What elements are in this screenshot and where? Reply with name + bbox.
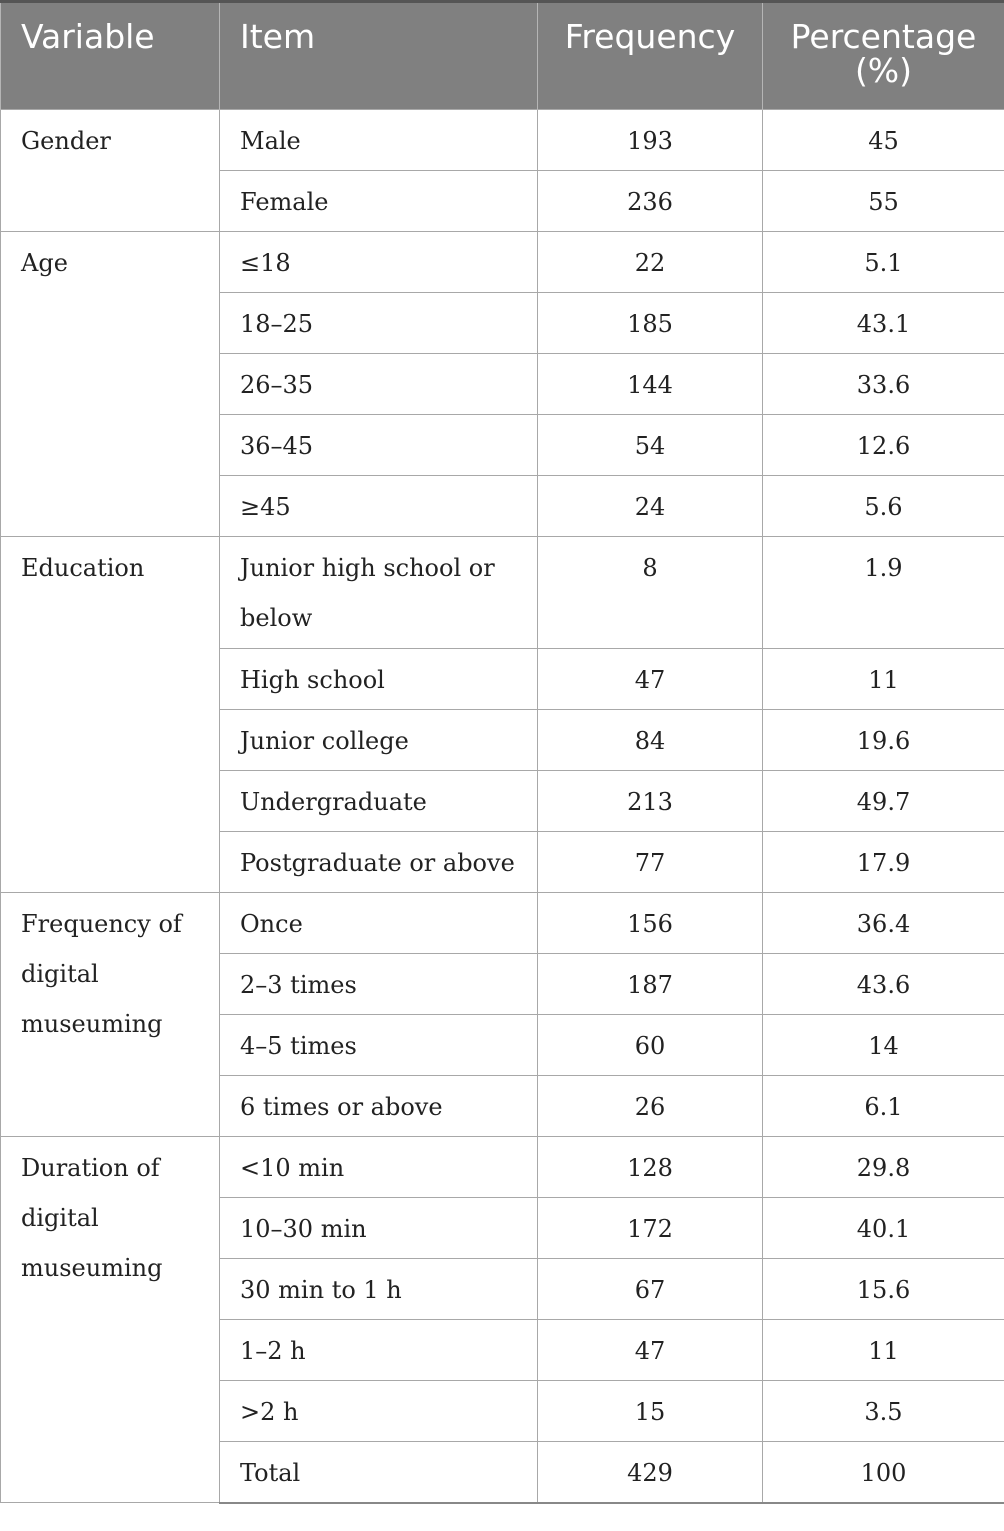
item-cell: Postgraduate or above <box>220 832 538 893</box>
percentage-cell: 15.6 <box>763 1259 1004 1320</box>
item-cell: 18–25 <box>220 293 538 354</box>
frequency-cell: 47 <box>538 1320 763 1381</box>
percentage-cell: 5.6 <box>763 476 1004 537</box>
frequency-cell: 77 <box>538 832 763 893</box>
item-cell: Junior college <box>220 710 538 771</box>
percentage-cell: 1.9 <box>763 537 1004 649</box>
percentage-cell: 29.8 <box>763 1137 1004 1198</box>
table-header <box>1 2 1004 110</box>
header-percentage-line2: (%) <box>854 51 913 90</box>
item-cell: 2–3 times <box>220 954 538 1015</box>
percentage-cell: 33.6 <box>763 354 1004 415</box>
variable-cell: Education <box>1 537 220 893</box>
item-cell: 6 times or above <box>220 1076 538 1137</box>
percentage-cell: 40.1 <box>763 1198 1004 1259</box>
table-row <box>1 232 1004 293</box>
percentage-cell: 36.4 <box>763 893 1004 954</box>
item-cell: Once <box>220 893 538 954</box>
percentage-cell: 14 <box>763 1015 1004 1076</box>
frequency-cell: 187 <box>538 954 763 1015</box>
percentage-cell: 19.6 <box>763 710 1004 771</box>
percentage-cell: 45 <box>763 110 1004 171</box>
table-body <box>1 110 1004 1503</box>
item-cell: Undergraduate <box>220 771 538 832</box>
item-cell: 36–45 <box>220 415 538 476</box>
item-cell: 10–30 min <box>220 1198 538 1259</box>
header-row <box>1 2 1004 110</box>
frequency-cell: 15 <box>538 1381 763 1442</box>
percentage-cell: 49.7 <box>763 771 1004 832</box>
percentage-cell: 17.9 <box>763 832 1004 893</box>
percentage-cell: 100 <box>763 1442 1004 1503</box>
percentage-cell: 55 <box>763 171 1004 232</box>
item-cell: Female <box>220 171 538 232</box>
variable-cell: Frequency of digital museuming <box>1 893 220 1137</box>
item-cell: ≤18 <box>220 232 538 293</box>
frequency-cell: 128 <box>538 1137 763 1198</box>
item-cell: 26–35 <box>220 354 538 415</box>
table-row <box>1 110 1004 171</box>
item-cell: 4–5 times <box>220 1015 538 1076</box>
item-cell: <10 min <box>220 1137 538 1198</box>
item-cell: Male <box>220 110 538 171</box>
variable-cell: Duration of digital museuming <box>1 1137 220 1503</box>
frequency-cell: 54 <box>538 415 763 476</box>
item-cell: Junior high school or below <box>220 537 538 649</box>
frequency-cell: 67 <box>538 1259 763 1320</box>
percentage-cell: 12.6 <box>763 415 1004 476</box>
table-row <box>1 1137 1004 1198</box>
percentage-cell: 11 <box>763 649 1004 710</box>
frequency-cell: 213 <box>538 771 763 832</box>
frequency-cell: 26 <box>538 1076 763 1137</box>
item-cell: Total <box>220 1442 538 1503</box>
variable-cell: Gender <box>1 110 220 232</box>
item-cell: 30 min to 1 h <box>220 1259 538 1320</box>
percentage-cell: 11 <box>763 1320 1004 1381</box>
percentage-cell: 43.1 <box>763 293 1004 354</box>
item-cell: High school <box>220 649 538 710</box>
header-frequency: Frequency <box>538 2 763 110</box>
variable-cell: Age <box>1 232 220 537</box>
item-cell: ≥45 <box>220 476 538 537</box>
frequency-cell: 236 <box>538 171 763 232</box>
header-percentage-line1: Percentage <box>790 17 977 56</box>
header-percentage <box>763 2 1004 110</box>
item-cell: >2 h <box>220 1381 538 1442</box>
header-variable: Variable <box>1 2 220 110</box>
frequency-cell: 429 <box>538 1442 763 1503</box>
table-row <box>1 537 1004 649</box>
frequency-cell: 193 <box>538 110 763 171</box>
frequency-cell: 84 <box>538 710 763 771</box>
frequency-cell: 8 <box>538 537 763 649</box>
frequency-cell: 22 <box>538 232 763 293</box>
percentage-cell: 43.6 <box>763 954 1004 1015</box>
percentage-cell: 5.1 <box>763 232 1004 293</box>
item-cell: 1–2 h <box>220 1320 538 1381</box>
frequency-cell: 172 <box>538 1198 763 1259</box>
frequency-cell: 24 <box>538 476 763 537</box>
frequency-cell: 47 <box>538 649 763 710</box>
frequency-cell: 185 <box>538 293 763 354</box>
percentage-cell: 3.5 <box>763 1381 1004 1442</box>
percentage-cell: 6.1 <box>763 1076 1004 1137</box>
frequency-cell: 156 <box>538 893 763 954</box>
frequency-cell: 144 <box>538 354 763 415</box>
header-item: Item <box>220 2 538 110</box>
table-row <box>1 893 1004 954</box>
frequency-cell: 60 <box>538 1015 763 1076</box>
